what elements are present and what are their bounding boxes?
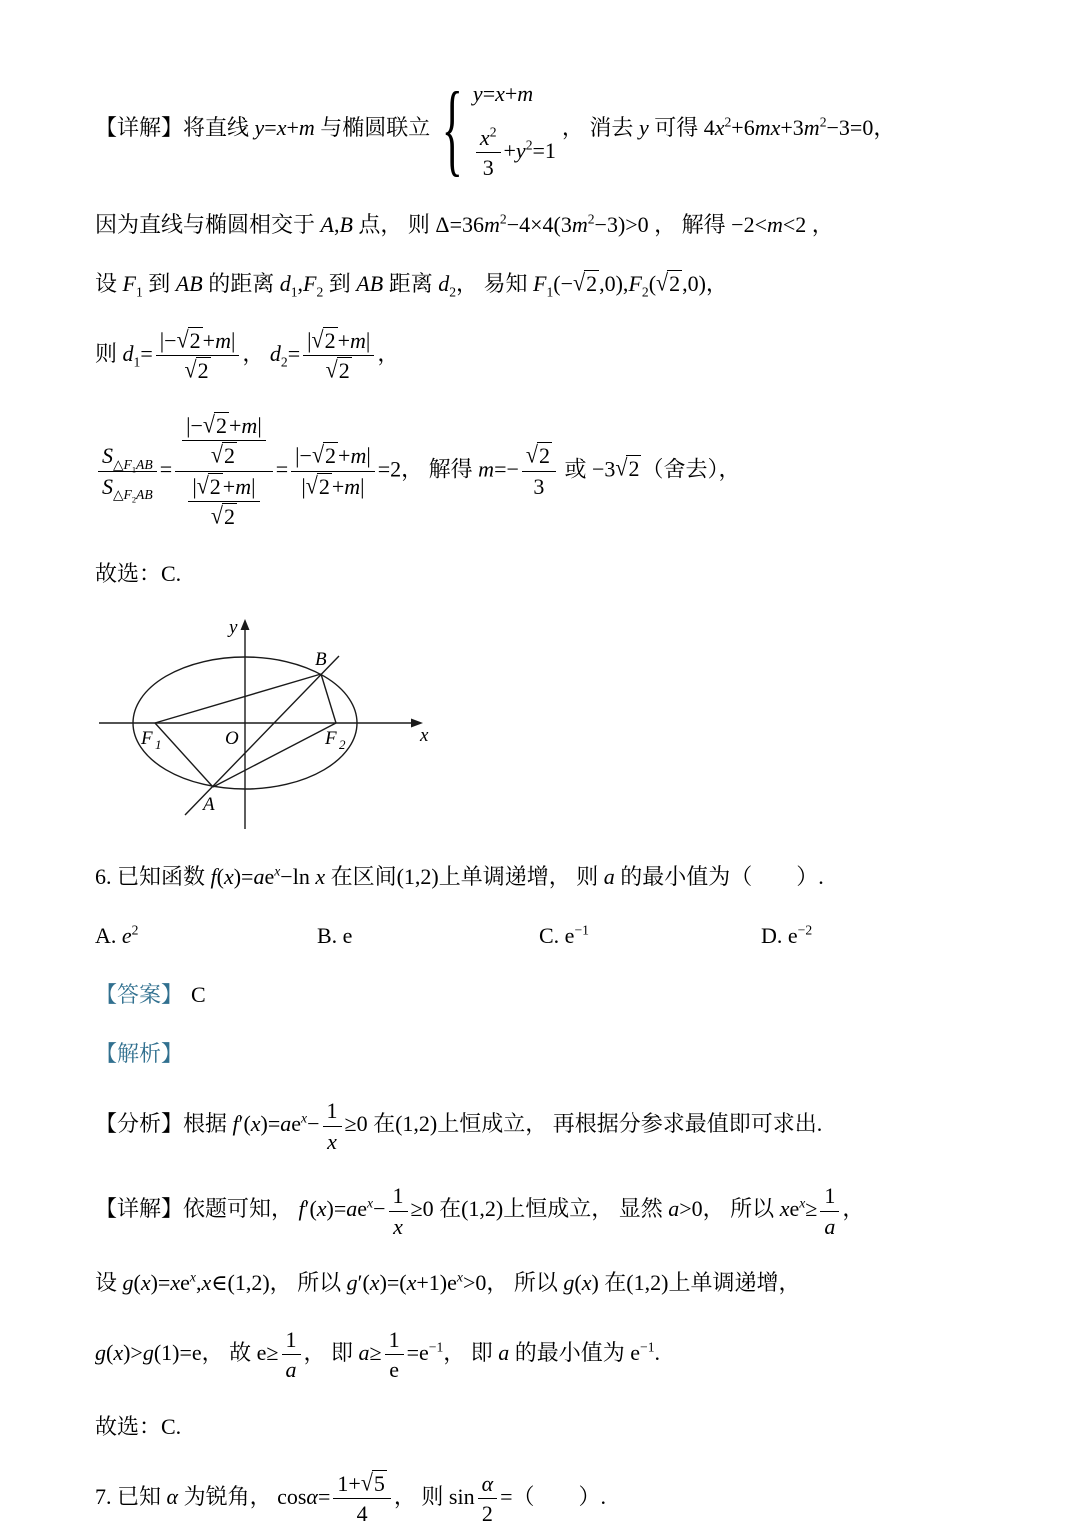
q6-option-c: C. $e^{-1}$: [539, 923, 589, 949]
q6-option-a: A. $e^2$: [95, 923, 139, 949]
label-point-a: A: [203, 793, 215, 815]
q5-conclusion: 故选：C.: [95, 560, 182, 586]
ellipse-diagram-svg: [97, 617, 442, 833]
ellipse-figure: [97, 617, 990, 842]
q6-fenxi-line: 【分析】根据 $f'(x)=ae^x-$ $\frac{1}{x}$ ≥0 在(1,2)上恒成立， 再根据分参求最值即可求出.: [95, 1098, 823, 1154]
label-f2: F: [325, 727, 337, 749]
q6-g-function-line: 设 $g(x)=xe^x,x\in(1,2)$， 所以 $g'(x)=(x+1)e^x>0$， 所以 g(x) 在(1,2)上单调递增，: [95, 1269, 801, 1296]
q6-conclusion: 故选：C.: [95, 1413, 182, 1439]
label-f2-sub: 2: [339, 736, 346, 752]
label-origin: O: [225, 727, 239, 749]
chord-b-f2: [321, 674, 336, 723]
q6-g-min-line: g(x)>g(1)=e， 故 e≥ $\frac{1}{a}$ ， 即 a≥ $\frac{1}{e}$ $=e^{-1}$， 即 a 的最小值为 $e^{-1}$.: [95, 1326, 661, 1383]
label-point-b: B: [315, 648, 327, 670]
line-ab: [185, 656, 339, 815]
q6-answer-line: [95, 979, 990, 1011]
analysis-label: 【解析】: [95, 1041, 184, 1067]
q5-area-ratio-line: $\frac{S_{\triangle F_1AB}}{S_{\triangle F_2AB}}$ = $\frac{\frac{|-√2+m|}{√2}}{\frac{|√2+m|}{√2}}$ = $\frac{|-√2+m|}{|√2+m|}$ =2， 解得 m=− $\frac{√2}{3}$ 或 −3√2（舍去），: [95, 412, 990, 531]
q5-discriminant-line: 因为直线与椭圆相交于 A,B 点， 则 $\Delta=36m^2-4\times 4(3m^2-3)>0$ ， 解得 −2<m<2 ，: [95, 211, 834, 237]
q7-stem: 7. 已知 α 为锐角， cosα= $\frac{1+√5}{4}$ ， 则 sin $\frac{\alpha}{2}$ =（ ）.: [95, 1468, 607, 1527]
chord-f1-b: [155, 674, 321, 723]
q7-section: [95, 1470, 990, 1528]
answer-value: C: [191, 982, 206, 1008]
q6-options: [95, 920, 990, 952]
q6-option-d: D. $e^{-2}$: [761, 923, 813, 949]
q5-detail-line: 【详解】将直线 y=x+m 与椭圆联立 { y=x+m $\frac{x^2}{3}$ $+y^2=1$ ， 消去 y 可得 $4x^2+6mx+3m^2-3=0$，: [95, 71, 896, 187]
answer-label: 【答案】: [95, 982, 184, 1008]
y-axis-arrow: [241, 619, 250, 630]
q6-stem: 6. 已知函数 $f(x)=ae^x-\ln$ x 在区间(1,2)上单调递增， 则 a 的最小值为（ ）.: [95, 864, 824, 890]
q5-foci-distance-line: 设 $F_1$ 到 AB 的距离 $d_1,F_2$ 到 AB 距离 $d_2$， 易知 $F_1(-√2,0),F_2(√2,0)$，: [95, 268, 728, 300]
label-f1-sub: 1: [155, 736, 162, 752]
label-f1: F: [141, 727, 153, 749]
q6-option-b: B. e: [317, 923, 353, 949]
label-y-axis: y: [229, 616, 238, 638]
q6-xiangjie-line: 【详解】依题可知， $f'(x)=ae^x-$ $\frac{1}{x}$ ≥0 在(1,2)上恒成立， 显然 a>0， 所以 $xe^x\ge$ $\frac{1}{a}$ ，: [95, 1183, 865, 1239]
q6-section: [95, 861, 990, 1442]
q6-analysis-label-line: [95, 1038, 990, 1070]
chord-f1-a: [155, 723, 213, 787]
q5-solution-section: [95, 71, 990, 841]
label-x-axis: x: [420, 724, 429, 746]
q5-distance-formula-line: 则 $d_1=$ $\frac{|-√2+m|}{√2}$ ， $d_2=$ $\frac{|√2+m|}{√2}$ ，: [95, 325, 400, 384]
